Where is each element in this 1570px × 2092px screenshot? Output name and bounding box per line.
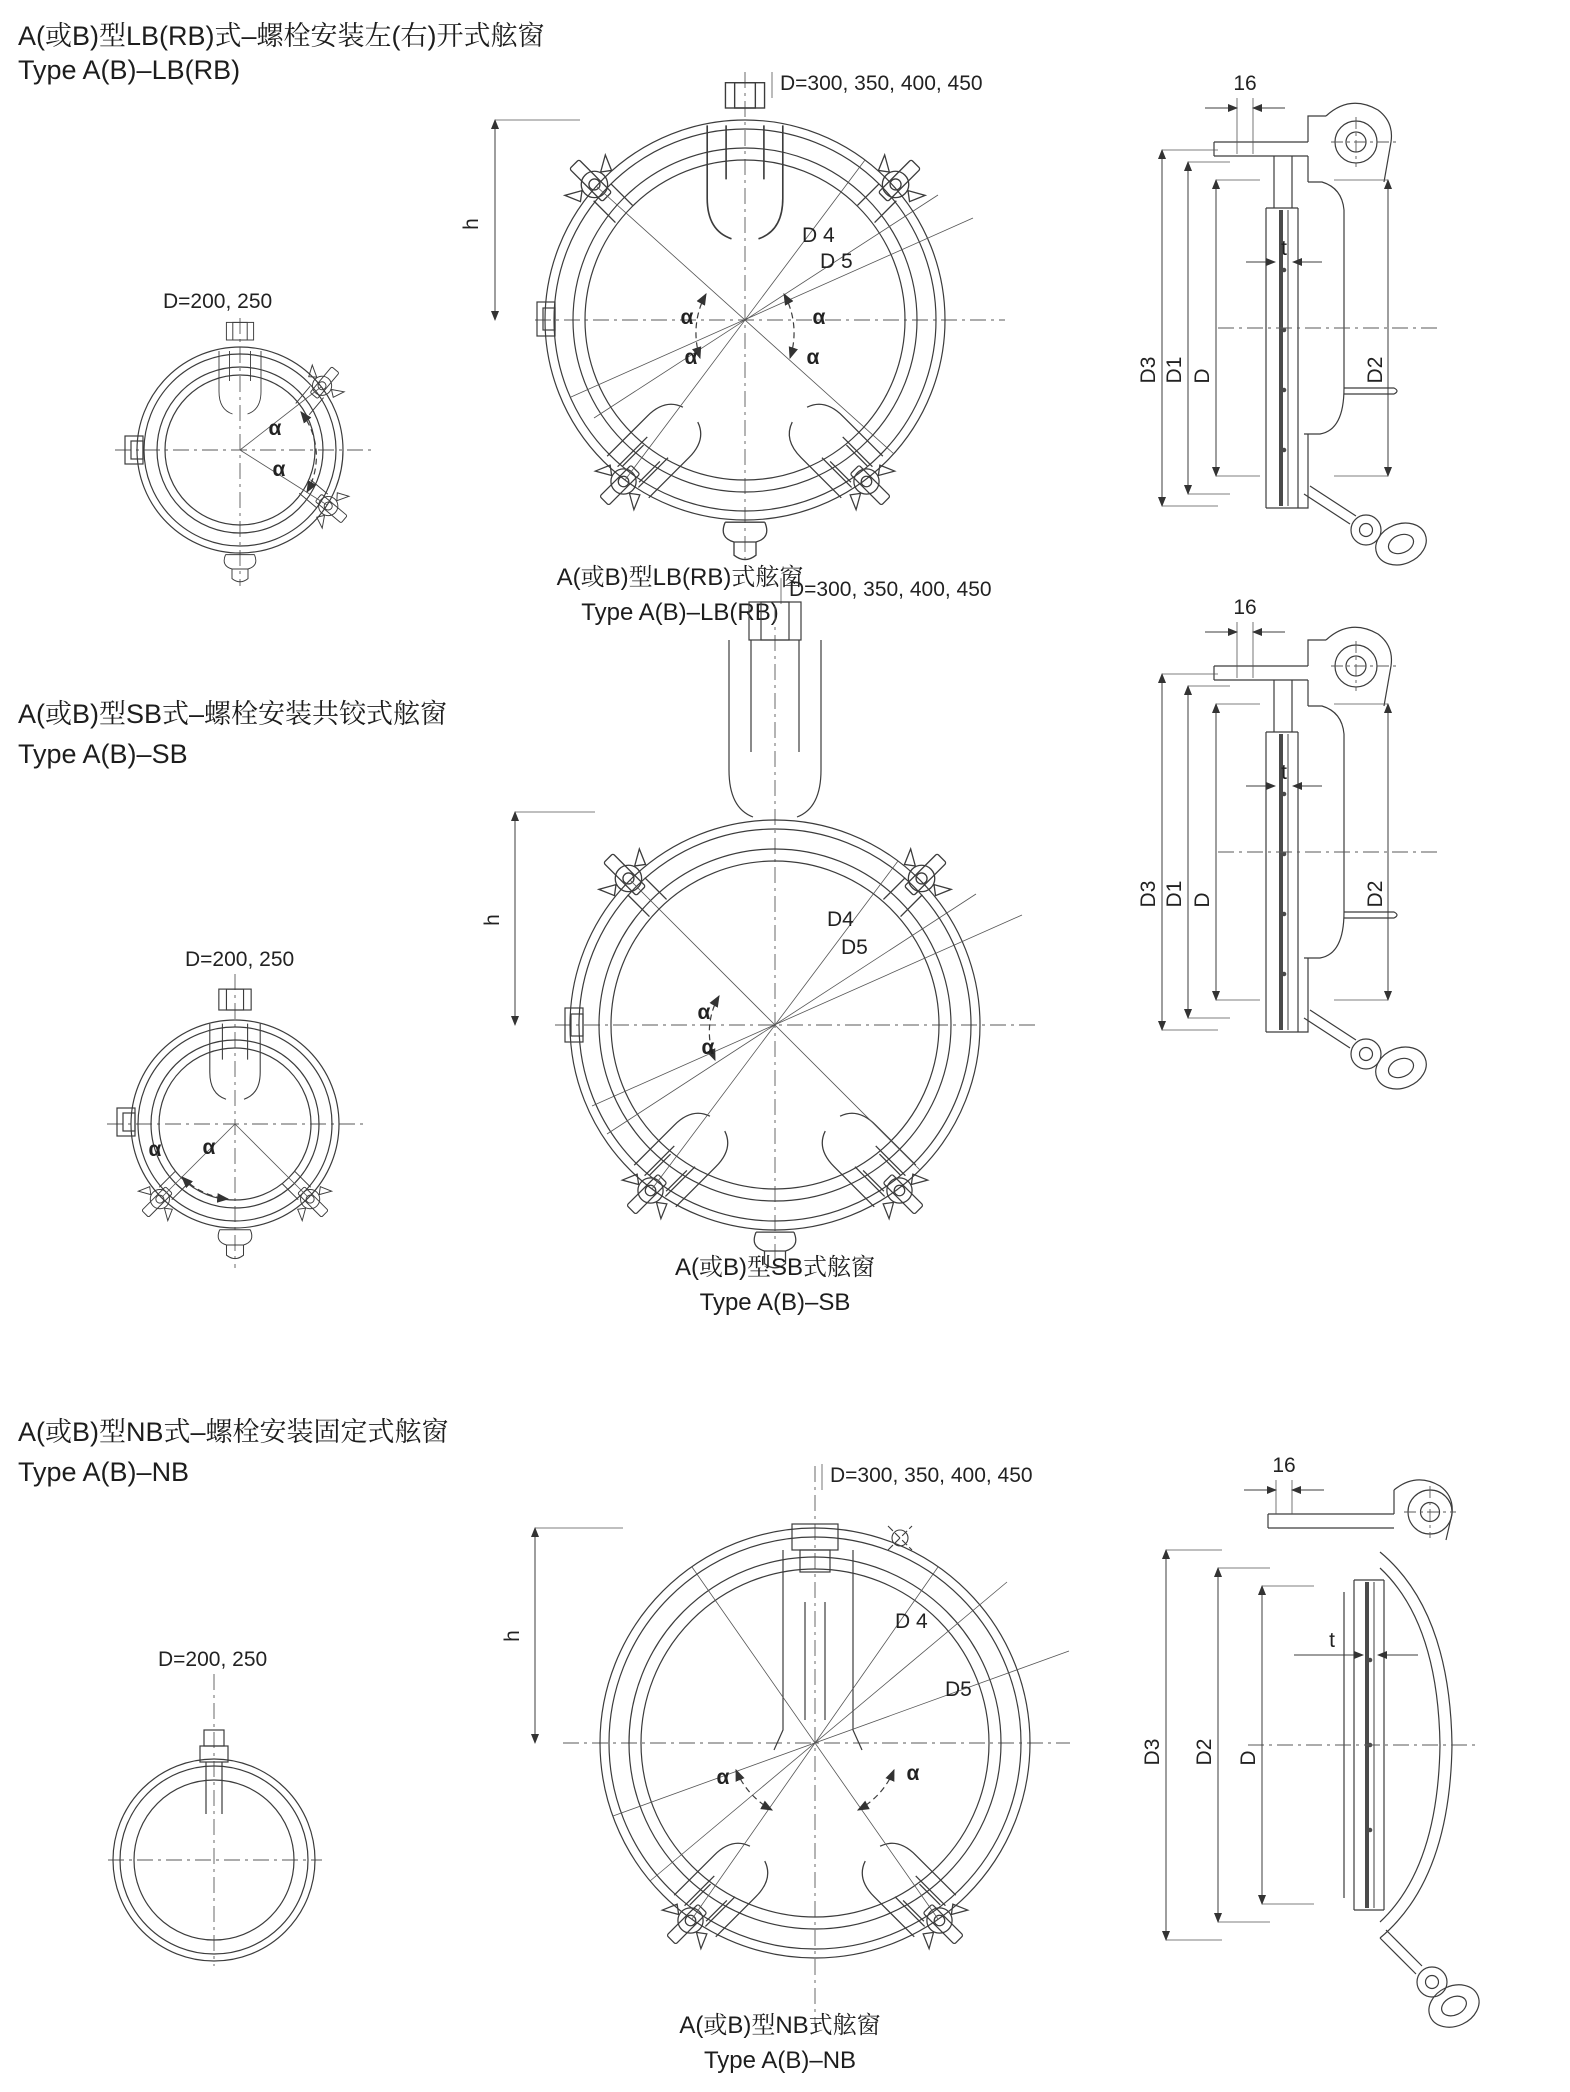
swing-bolt-nut — [612, 1143, 698, 1229]
section-nb-title-en: Type A(B)–NB — [18, 1457, 190, 1487]
alpha-label: α — [202, 1136, 216, 1159]
d2-label: D2 — [1364, 356, 1387, 384]
caption-en: Type A(B)–LB(RB) — [581, 599, 779, 626]
section-profile — [1268, 1480, 1486, 2035]
caption-en: Type A(B)–SB — [699, 1289, 851, 1316]
diameter-label: D=200, 250 — [185, 948, 295, 971]
sb-caption — [565, 1250, 985, 1320]
swing-bolt-nut — [819, 434, 905, 520]
d4-leader — [607, 894, 976, 1134]
swing-bolt-nut — [846, 144, 936, 234]
bolt-slot-fork — [779, 394, 883, 498]
d2-label: D2 — [1364, 880, 1387, 908]
alpha-label: α — [697, 1001, 711, 1024]
d5-leader — [571, 218, 973, 397]
lbrb-section-view — [1098, 58, 1443, 578]
h-label: h — [481, 914, 504, 926]
bolt-slot-fork — [812, 1103, 916, 1207]
offset-label: 16 — [1233, 72, 1257, 95]
d-label: D — [1237, 1750, 1260, 1766]
nb-small-front-view — [72, 1638, 372, 1968]
centerlines — [108, 1674, 322, 1966]
d-label: D — [1191, 368, 1214, 384]
bolt-slot-fork — [634, 1103, 738, 1207]
angle-arc — [858, 1770, 894, 1810]
alpha-label: α — [680, 306, 694, 329]
diameter-label: D=300, 350, 400, 450 — [780, 72, 983, 95]
swing-bolt-nut — [892, 1873, 978, 1959]
h-label: h — [460, 218, 483, 230]
diameter-label: D=200, 250 — [163, 290, 273, 313]
offset-label: 16 — [1272, 1454, 1296, 1477]
offset-extension-lines — [1237, 98, 1253, 154]
top-bolt-fork — [774, 1524, 862, 1750]
caption-zh: A(或B)型NB式舷窗 — [679, 2012, 881, 2039]
d4-leader — [650, 1582, 1007, 1881]
d4-label: D 4 — [802, 224, 835, 247]
sb-large-front-view — [455, 572, 1055, 1272]
h-label: h — [501, 1630, 524, 1642]
bolt-hole-icon — [888, 1526, 912, 1550]
d5-label: D 5 — [820, 250, 853, 273]
dim-extension-ticks — [1162, 674, 1388, 1030]
d4-leader — [594, 195, 938, 418]
angle-arc — [182, 1177, 228, 1199]
d4-label: D4 — [827, 908, 854, 931]
sb-section-view — [1098, 582, 1443, 1102]
nb-section-view — [1118, 1450, 1488, 2075]
section-sb-title-en: Type A(B)–SB — [18, 739, 188, 769]
caption-zh: A(或B)型SB式舷窗 — [674, 1254, 875, 1281]
nb-caption — [565, 2008, 995, 2078]
section-lbrb-title-zh: A(或B)型LB(RB)式–螺栓安装左(右)开式舷窗 — [18, 21, 545, 51]
bolt-slot-fork — [607, 394, 711, 498]
d4-label: D 4 — [895, 1610, 928, 1633]
left-lug — [117, 1108, 135, 1136]
t-label: t — [1281, 237, 1287, 260]
diameter-label: D=200, 250 — [158, 1648, 268, 1671]
swing-bolt-nut — [292, 471, 358, 536]
angle-arc — [784, 294, 794, 358]
offset-extension-lines — [1237, 622, 1253, 678]
nb-large-front-view — [478, 1452, 1078, 2032]
t-label: t — [1281, 761, 1287, 784]
d3-label: D3 — [1137, 356, 1160, 384]
alpha-label: α — [812, 306, 826, 329]
lbrb-small-front-view — [75, 278, 395, 590]
alpha-label: α — [148, 1138, 162, 1161]
d5-label: D5 — [945, 1678, 972, 1701]
d3-label: D3 — [1137, 880, 1160, 908]
d5-label: D5 — [841, 936, 868, 959]
dim-extension-ticks — [1162, 150, 1388, 506]
swing-bolt-nut — [585, 434, 671, 520]
section-sb-title-zh: A(或B)型SB式–螺栓安装共铰式舷窗 — [18, 699, 448, 729]
alpha-label: α — [716, 1766, 730, 1789]
swing-bolt-nut — [852, 1143, 938, 1229]
t-label: t — [1329, 1629, 1335, 1652]
caption-zh: A(或B)型LB(RB)式舷窗 — [556, 564, 804, 591]
alpha-label: α — [806, 346, 820, 369]
lbrb-large-front-view — [440, 56, 1040, 571]
alpha-label: α — [701, 1036, 715, 1059]
d2-label: D2 — [1193, 1738, 1216, 1766]
alpha-label: α — [684, 346, 698, 369]
section-lbrb-title-en: Type A(B)–LB(RB) — [18, 55, 241, 85]
caption-en: Type A(B)–NB — [703, 2047, 857, 2074]
centerlines — [555, 606, 1035, 1264]
section-profile — [1214, 627, 1440, 1096]
section-nb-title-zh: A(或B)型NB式–螺栓安装固定式舷窗 — [18, 1417, 449, 1447]
offset-extension-lines — [1276, 1480, 1292, 1514]
d1-label: D1 — [1163, 880, 1186, 908]
centerlines — [535, 72, 1005, 561]
d1-label: D1 — [1163, 356, 1186, 384]
diameter-label: D=300, 350, 400, 450 — [789, 578, 992, 601]
alpha-label: α — [268, 417, 282, 440]
alpha-label: α — [906, 1762, 920, 1785]
alpha-label: α — [272, 458, 286, 481]
section-profile — [1214, 103, 1440, 572]
d-label: D — [1191, 892, 1214, 908]
d5-leader — [592, 915, 1022, 1106]
centerlines — [107, 974, 367, 1268]
offset-label: 16 — [1233, 596, 1257, 619]
d3-label: D3 — [1141, 1738, 1164, 1766]
sb-small-front-view — [63, 938, 403, 1270]
swing-bolt-nut — [652, 1873, 738, 1959]
diameter-label: D=300, 350, 400, 450 — [830, 1464, 1033, 1487]
